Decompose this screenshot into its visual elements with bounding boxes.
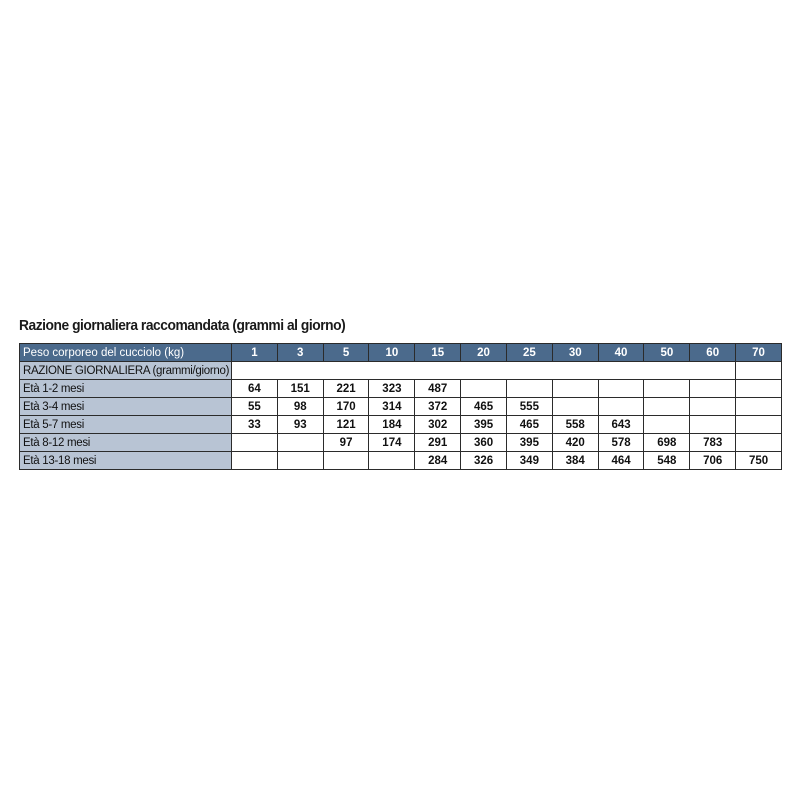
- weight-header-cell: 25: [506, 344, 552, 362]
- ration-cell: 98: [277, 398, 323, 416]
- weight-header-cell: 30: [552, 344, 598, 362]
- ration-cell: 221: [323, 380, 369, 398]
- age-label: Età 3-4 mesi: [20, 398, 232, 416]
- ration-cell: 578: [598, 434, 644, 452]
- ration-cell: 151: [277, 380, 323, 398]
- ration-cell: 360: [461, 434, 507, 452]
- age-label: Età 13-18 mesi: [20, 452, 232, 470]
- ration-cell: 420: [552, 434, 598, 452]
- ration-cell: 314: [369, 398, 415, 416]
- ration-cell: 555: [506, 398, 552, 416]
- ration-cell: [644, 416, 690, 434]
- ration-cell: [598, 380, 644, 398]
- ration-cell: [506, 380, 552, 398]
- ration-cell: 64: [232, 380, 278, 398]
- ration-cell: 184: [369, 416, 415, 434]
- table-row: [20, 452, 782, 470]
- weight-header-cell: 10: [369, 344, 415, 362]
- weight-header-cell: 20: [461, 344, 507, 362]
- weight-header-cell: 50: [644, 344, 690, 362]
- ration-cell: 349: [506, 452, 552, 470]
- ration-cell: 395: [461, 416, 507, 434]
- weight-header-cell: 5: [323, 344, 369, 362]
- ration-cell: [369, 452, 415, 470]
- ration-cell: [552, 398, 598, 416]
- ration-cell: 372: [415, 398, 461, 416]
- ration-cell: [690, 398, 736, 416]
- age-label: Età 5-7 mesi: [20, 416, 232, 434]
- ration-cell: 487: [415, 380, 461, 398]
- age-label: Età 8-12 mesi: [20, 434, 232, 452]
- table-row: [20, 416, 782, 434]
- ration-cell: 326: [461, 452, 507, 470]
- age-label: Età 1-2 mesi: [20, 380, 232, 398]
- ration-cell: 302: [415, 416, 461, 434]
- ration-cell: 750: [736, 452, 782, 470]
- ration-cell: 465: [461, 398, 507, 416]
- ration-cell: 121: [323, 416, 369, 434]
- ration-cell: 548: [644, 452, 690, 470]
- weight-header-cell: 15: [415, 344, 461, 362]
- ration-cell: [323, 452, 369, 470]
- ration-subheader-label: RAZIONE GIORNALIERA (grammi/giorno): [20, 362, 232, 380]
- table-row: [20, 380, 782, 398]
- header-row: [20, 344, 782, 362]
- ration-cell: [552, 380, 598, 398]
- ration-cell: 643: [598, 416, 644, 434]
- weight-header-label: Peso corporeo del cucciolo (kg): [20, 344, 232, 362]
- table-row: [20, 434, 782, 452]
- ration-cell: [232, 452, 278, 470]
- ration-cell: [736, 380, 782, 398]
- ration-cell: 395: [506, 434, 552, 452]
- subheader-blank: [232, 362, 736, 380]
- ration-cell: 170: [323, 398, 369, 416]
- ration-cell: 465: [506, 416, 552, 434]
- ration-cell: 174: [369, 434, 415, 452]
- ration-cell: 284: [415, 452, 461, 470]
- subheader-blank: [736, 362, 782, 380]
- table-row: [20, 398, 782, 416]
- subheader-row: [20, 362, 782, 380]
- ration-cell: 93: [277, 416, 323, 434]
- ration-table: [19, 343, 782, 470]
- ration-cell: [461, 380, 507, 398]
- ration-cell: 33: [232, 416, 278, 434]
- ration-cell: [644, 380, 690, 398]
- weight-header-cell: 40: [598, 344, 644, 362]
- ration-cell: [736, 398, 782, 416]
- ration-cell: [690, 380, 736, 398]
- ration-cell: [232, 434, 278, 452]
- ration-cell: 323: [369, 380, 415, 398]
- ration-cell: [736, 416, 782, 434]
- ration-cell: [736, 434, 782, 452]
- ration-cell: 384: [552, 452, 598, 470]
- ration-cell: [277, 452, 323, 470]
- ration-cell: 464: [598, 452, 644, 470]
- ration-cell: 783: [690, 434, 736, 452]
- ration-cell: 558: [552, 416, 598, 434]
- weight-header-cell: 1: [232, 344, 278, 362]
- ration-cell: 291: [415, 434, 461, 452]
- ration-cell: 706: [690, 452, 736, 470]
- ration-cell: [644, 398, 690, 416]
- weight-header-cell: 70: [736, 344, 782, 362]
- weight-header-cell: 3: [277, 344, 323, 362]
- ration-cell: 97: [323, 434, 369, 452]
- ration-cell: [690, 416, 736, 434]
- ration-cell: 698: [644, 434, 690, 452]
- ration-cell: [598, 398, 644, 416]
- table-title: Razione giornaliera raccomandata (grammi al giorno): [19, 317, 346, 334]
- ration-cell: [277, 434, 323, 452]
- weight-header-cell: 60: [690, 344, 736, 362]
- ration-cell: 55: [232, 398, 278, 416]
